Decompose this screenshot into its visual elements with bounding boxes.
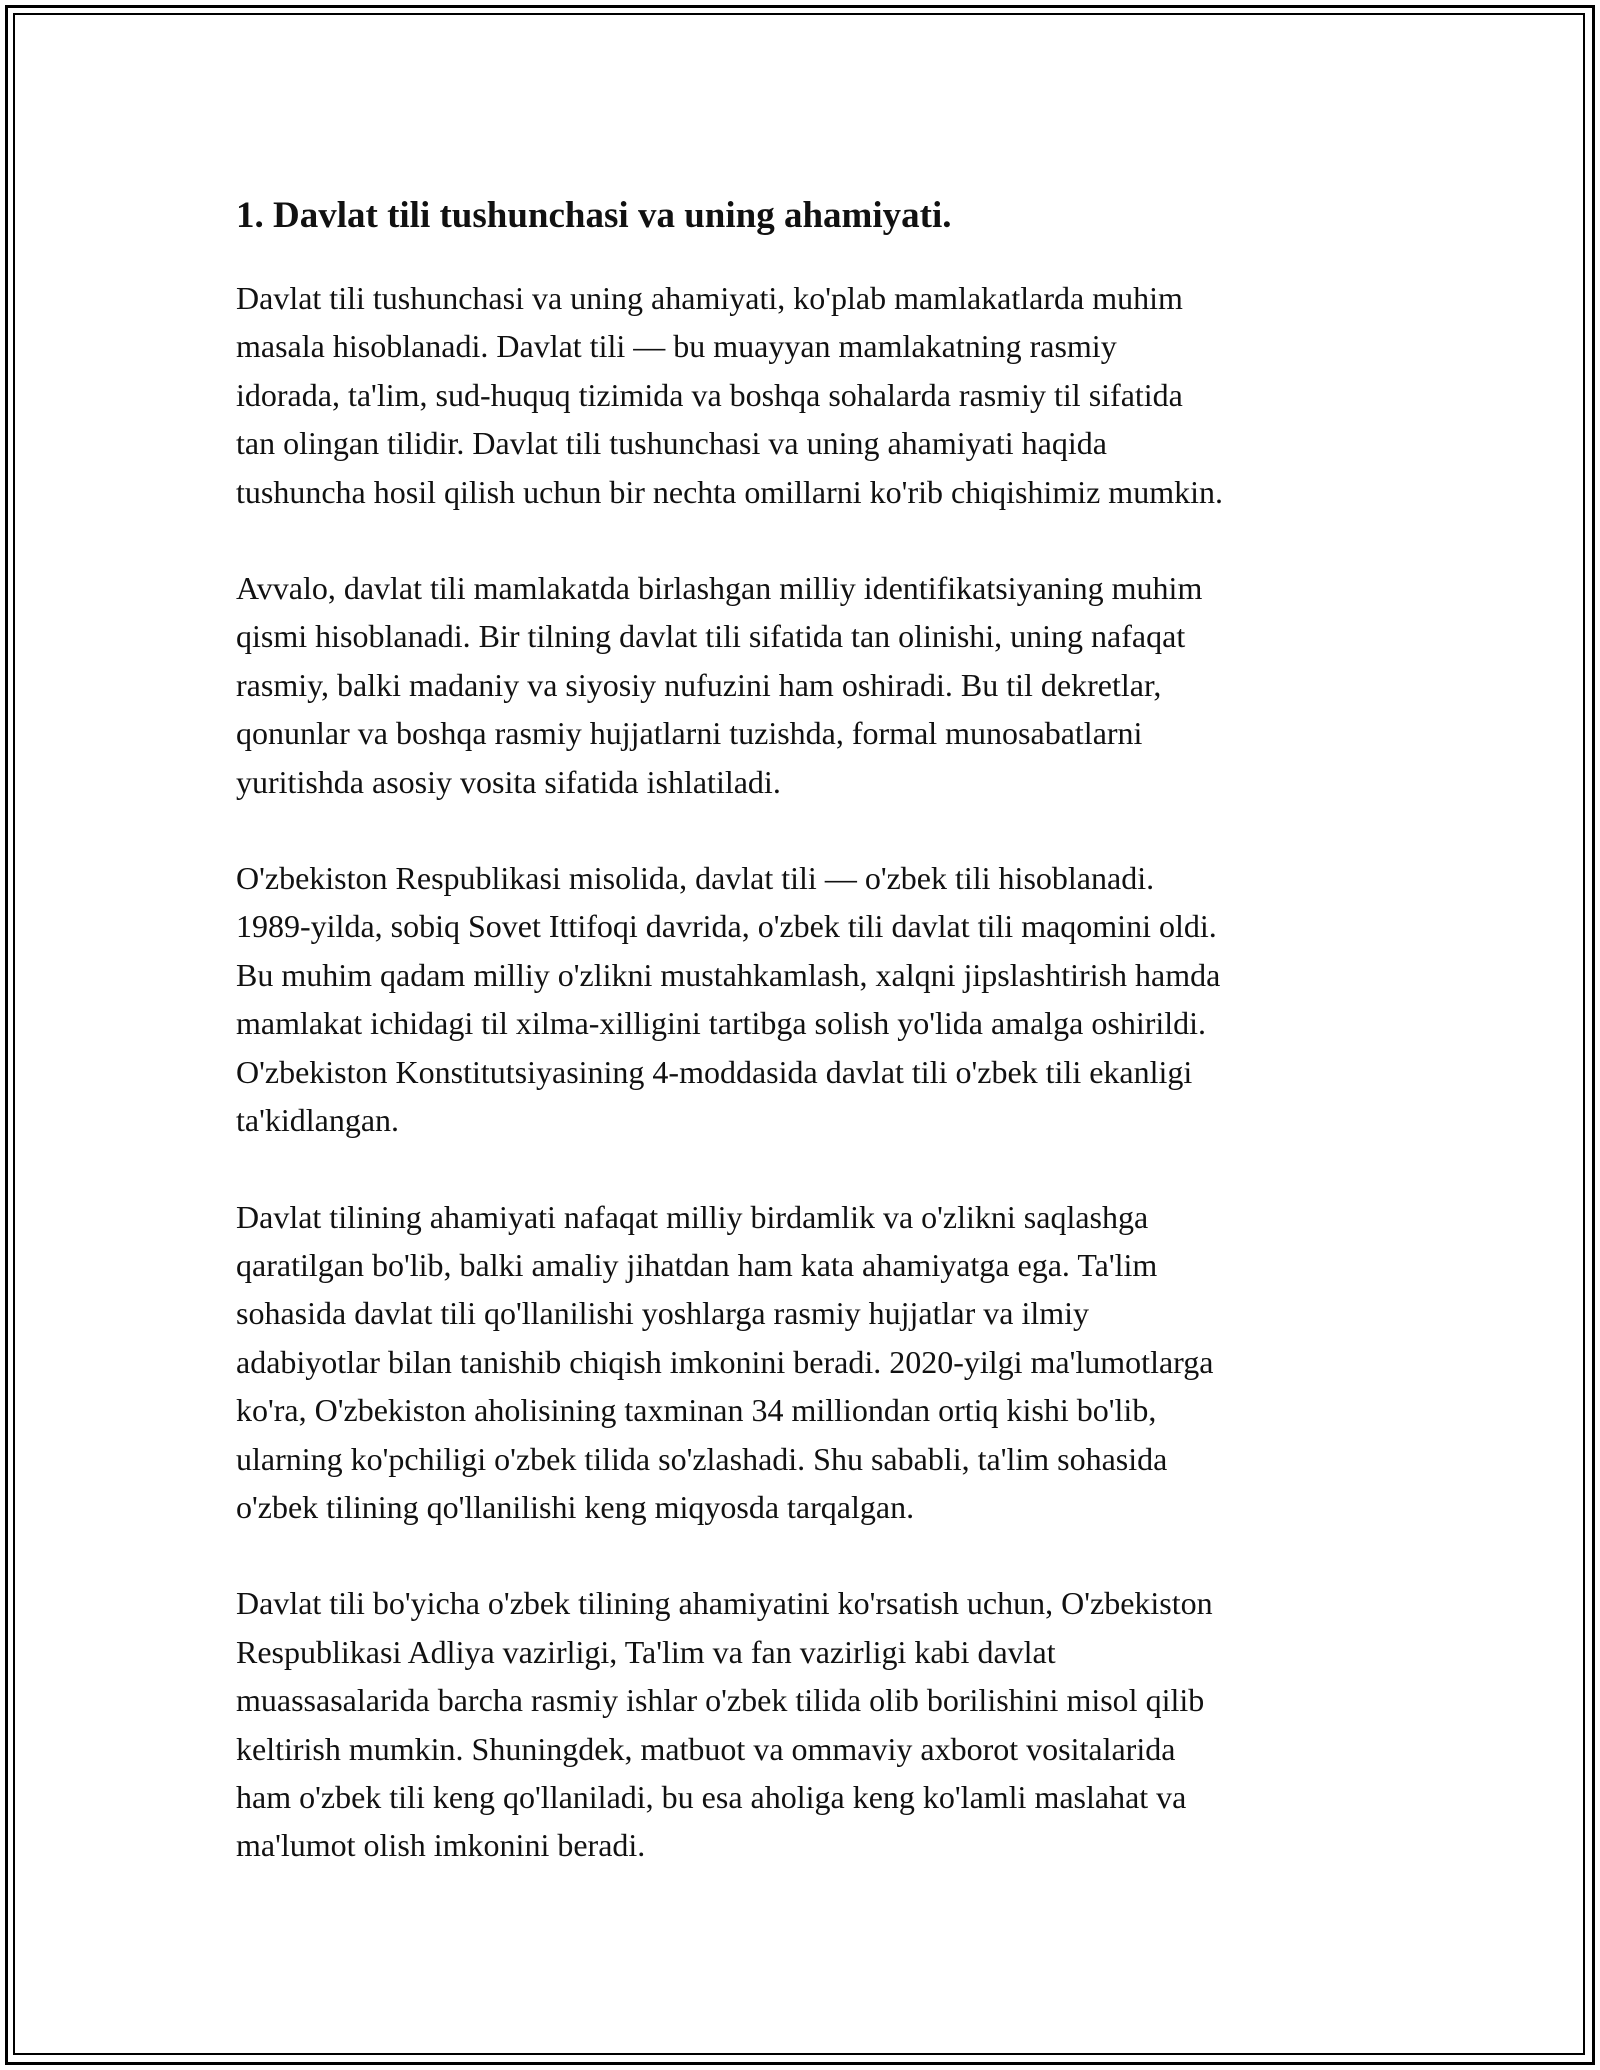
paragraph-2: Avvalo, davlat tili mamlakatda birlashgan milliy identifikatsiyaning muhim qismi hisoblanadi. Bir tilning davlat tili sifatida tan olinishi, uning nafaqat rasmiy, balki madaniy va siyosiy nufuzini ham oshiradi. Bu til dekretlar, qonunlar va boshqa rasmiy hujjatlarni tuzishda, formal munosabatlarni yuritishda asosiy vosita sifatida ishlatiladi. bbox=[236, 570, 1203, 800]
document-body bbox=[236, 188, 1376, 1918]
paragraph-3: O'zbekiston Respublikasi misolida, davlat tili — o'zbek tili hisoblanadi. 1989-yilda, sobiq Sovet Ittifoqi davrida, o'zbek tili davlat tili maqomini oldi. Bu muhim qadam milliy o'zlikni mustahkamlash, xalqni jipslashtirish hamda mamlakat ichidagi til xilma-xilligini tartibga solish yo'lida amalga oshirildi. O'zbekiston Konstitutsiyasining 4-moddasida davlat tili o'zbek tili ekanligi ta'kidlangan. bbox=[236, 860, 1221, 1139]
paragraph-1: Davlat tili tushunchasi va uning ahamiyati, ko'plab mamlakatlarda muhim masala hisoblanadi. Davlat tili — bu muayyan mamlakatning rasmiy idorada, ta'lim, sud-huquq tizimida va boshqa sohalarda rasmiy til sifatida tan olingan tilidir. Davlat tili tushunchasi va uning ahamiyati haqida tushuncha hosil qilish uchun bir nechta omillarni ko'rib chiqishimiz mumkin. bbox=[236, 280, 1223, 510]
section-heading: 1. Davlat tili tushunchasi va uning ahamiyati. bbox=[236, 195, 952, 236]
paragraph-5: Davlat tili bo'yicha o'zbek tilining ahamiyatini ko'rsatish uchun, O'zbekiston Respublikasi Adliya vazirligi, Ta'lim va fan vazirligi kabi davlat muassasalarida barcha rasmiy ishlar o'zbek tilida olib borilishini misol qilib keltirish mumkin. Shuningdek, matbuot va ommaviy axborot vositalarida ham o'zbek tili keng qo'llaniladi, bu esa aholiga keng ko'lamli maslahat va ma'lumot olish imkonini beradi. bbox=[236, 1585, 1213, 1864]
paragraph-4: Davlat tilining ahamiyati nafaqat milliy birdamlik va o'zlikni saqlashga qaratilgan bo'lib, balki amaliy jihatdan ham kata ahamiyatga ega. Ta'lim sohasida davlat tili qo'llanilishi yoshlarga rasmiy hujjatlar va ilmiy adabiyotlar bilan tanishib chiqish imkonini beradi. 2020-yilgi ma'lumotlarga ko'ra, O'zbekiston aholisining taxminan 34 milliondan ortiq kishi bo'lib, ularning ko'pchiligi o'zbek tilida so'zlashadi. Shu sababli, ta'lim sohasida o'zbek tilining qo'llanilishi keng miqyosda tarqalgan. bbox=[236, 1198, 1214, 1525]
